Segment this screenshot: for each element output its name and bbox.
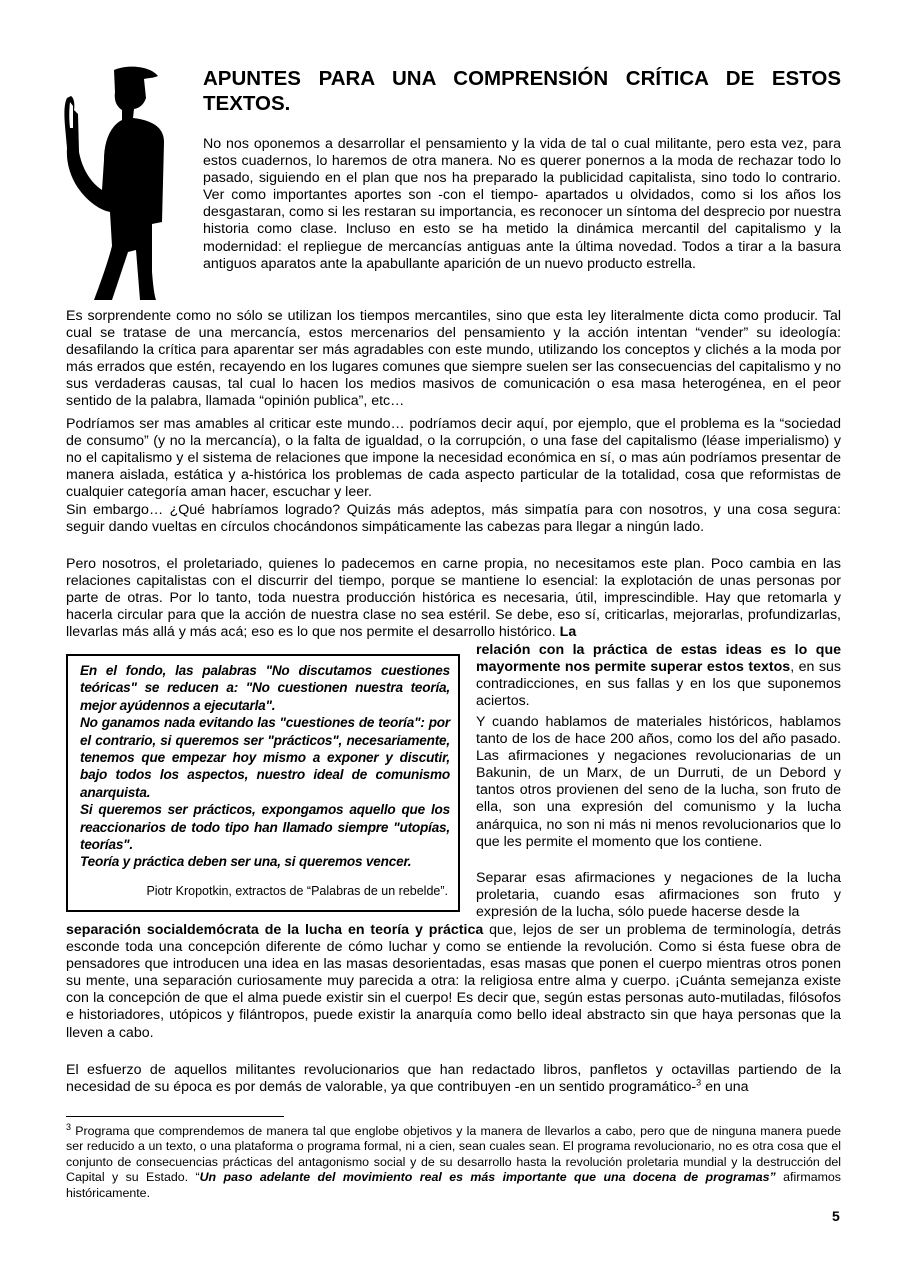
quote-citation: Piotr Kropotkin, extractos de “Palabras de un rebelde”. bbox=[146, 884, 448, 898]
body-paragraph-6-start: Separar esas afirmaciones y negaciones de la lucha proletaria, cuando esas afirmaciones son fruto y expresión de la lucha, sólo puede hacerse desde la bbox=[476, 870, 841, 921]
paragraph-4-bold-lead: La bbox=[559, 624, 577, 641]
page-title: APUNTES PARA UNA COMPRENSIÓN CRÍTICA DE ESTOS TEXTOS. bbox=[203, 67, 841, 115]
footnote-quote: Un paso adelante del movimiento real es más importante que una docena de programas” bbox=[199, 1170, 776, 1185]
footnote-text: Programa que comprendemos de manera tal que englobe objetivos y la manera de llevarlos a cabo, pero que de ninguna manera puede ser reducido a un texto, o una plataforma o programa formal, ni a cien, sean cuales sean. El programa revolucionario, no es otra cosa que el conjunto de consecuencias prácticas del antagonismo social y de su desarrollo hasta la revolución proletaria mundial y la destrucción del Capital y su Estado. “ bbox=[66, 1124, 841, 1185]
body-paragraph-1: Es sorprendente como no sólo se utilizan los tiempos mercantiles, sino que esta ley literalmente dicta como producir. Tal cual se tratase de una mercancía, estos mercenarios del pensamiento y la acción intentan “vender” su ideología: desafilando la crítica para aparentar ser más agradables con este mundo, utilizando los conceptos y clichés a la moda por más errados que estén, recayendo en los lugares comunes que siempre suelen ser las consecuencias del capitalismo y no sus verdaderas causas, tal cual lo hacen los medios masivos de comunicación o esa masa heterogénea, en el peor sentido de la palabra, llamada “opinión publica”, etc… bbox=[66, 308, 841, 410]
paragraph-4-end: , en sus contradicciones, en sus fallas y en los que suponemos aciertos. bbox=[476, 659, 841, 710]
body-paragraph-2: Podríamos ser mas amables al criticar este mundo… podríamos decir aquí, por ejemplo, que el problema es la “sociedad de consumo” (y no la mercancía), o la falta de igualdad, o la corrupción, o una fase del capitalismo (léase imperialismo) y no el capitalismo y el sistema de relaciones que impone la necesidad económica en sí, o mas aún podríamos presentar de manera aislada, estática y a-histórica los problemas de cada aspecto particular de la totalidad, cosa que reformistas de cualquier categoría aman hacer, escuchar y leer. bbox=[66, 416, 841, 501]
footnote-end: afirmamos históricamente. bbox=[66, 1170, 842, 1200]
quote-line-2: No ganamos nada evitando las "cuestiones de teoría": por el contrario, si queremos ser "prácticos", necesariamente, tenemos que empezar hoy mismo a exponer y discutir, bajo todos los aspectos, nuestro ideal de comunismo anarquista. bbox=[80, 715, 450, 800]
paragraph-4-bold: relación con la práctica de estas ideas es lo que mayormente nos permite superar estos textos bbox=[476, 642, 841, 676]
body-paragraph-5: Y cuando hablamos de materiales históricos, hablamos tanto de los de hace 200 años, como los del año pasado. Las afirmaciones y negaciones revolucionarias de un Bakunin, de un Marx, de un Durruti, de un Debord y tantos otros provienen del seno de la lucha, son fruto de ella, son una expresión del comunismo y la lucha anárquica, no son ni más ni menos revolucionarios que lo que les permite el momento que los contiene. bbox=[476, 714, 841, 850]
paragraph-6-end: que, lejos de ser un problema de terminología, detrás esconde toda una concepción diferente de cómo luchar y como se entiende la revolución. Como si ésta fuese obra de pensadores que introducen una idea en las masas desorientadas, esas masas que ponen el cuerpo mientras otros ponen su mente, una separación curiosamente muy parecida a otra: la religiosa entre alma y cuerpo. ¡Cuánta semejanza existe con la concepción de que el alma puede existir sin el cuerpo! Es decir que, según estas personas auto-mutiladas, filósofos e historiadores, utópicos y filántropos, puede existir la anarquía como bello ideal abstracto sin que haya personas que la lleven a cabo. bbox=[66, 922, 841, 1041]
intro-paragraph: No nos oponemos a desarrollar el pensamiento y la vida de tal o cual militante, pero esta vez, para estos cuadernos, lo haremos de otra manera. No es querer ponernos a la moda de rechazar todo lo pasado, siguiendo en el plan que nos ha preparado la publicidad capitalista, sino todo lo contrario. Ver como importantes aportes son -con el tiempo- apartados u olvidados, como si los años los desgastaran, como si les restaran su importancia, es reconocer un síntoma del desprecio por nuestra historia como clase. Incluso en esto se ha metido la dinámica mercantil del capitalismo y la modernidad: el repliegue de mercancías antiguas ante la última novedad. Todos a tirar a la basura antiguos aparatos ante la apabullante aparición de un nuevo producto estrella. bbox=[203, 136, 841, 272]
paragraph-4-text: Pero nosotros, el proletariado, quienes lo padecemos en carne propia, no necesitamos este plan. Poco cambia en las relaciones capitalistas con el discurrir del tiempo, porque se mantiene lo esencial: la explotación de unas personas por parte de otras. Por lo tanto, toda nuestra producción histórica es necesaria, útil, imprescindible. Hay que retomarla y hacerla circular para que la acción de nuestra clase no sea estéril. Se debe, eso sí, criticarlas, mejorarlas, profundizarlas, llevarlas más allá y más acá; eso es lo que nos permite el desarrollo histórico. bbox=[66, 556, 841, 641]
quote-text bbox=[80, 662, 450, 871]
body-paragraph-7 bbox=[66, 1062, 841, 1096]
page-number: 5 bbox=[832, 1208, 840, 1224]
footnote-divider bbox=[66, 1116, 284, 1117]
body-paragraph-4-start bbox=[66, 556, 841, 641]
body-paragraph-3: Sin embargo… ¿Qué habríamos logrado? Quizás más adeptos, más simpatía para con nosotros, y una cosa segura: seguir dando vueltas en círculos chocándonos simpáticamente las cabezas para llegar a ningún lado. bbox=[66, 502, 841, 536]
quote-line-3: Si queremos ser prácticos, expongamos aquello que los reaccionarios de todo tipo han llamado siempre "utopías, teorías". bbox=[80, 802, 450, 853]
paragraph-6-bold: separación socialdemócrata de la lucha en teoría y práctica bbox=[66, 922, 484, 938]
footnote-number: 3 bbox=[66, 1121, 72, 1132]
footnote-reference[interactable]: 3 bbox=[696, 1077, 702, 1088]
quote-line-1: En el fondo, las palabras "No discutamos cuestiones teóricas" se reducen a: "No cuestionen nuestra teoría, mejor ayúdennos a ejecutarla". bbox=[80, 663, 450, 713]
paragraph-7-end: en una bbox=[701, 1079, 749, 1096]
quote-line-4: Teoría y práctica deben ser una, si queremos vencer. bbox=[80, 854, 412, 870]
body-paragraph-6-cont bbox=[66, 922, 841, 1042]
militant-silhouette-icon bbox=[58, 62, 193, 302]
paragraph-7-text: El esfuerzo de aquellos militantes revolucionarios que han redactado libros, panfletos y octavillas partiendo de la necesidad de su época es por demás de valorable, ya que contribuyen -en un sentido programático- bbox=[66, 1062, 841, 1096]
body-paragraph-4-cont bbox=[476, 642, 841, 710]
footnote bbox=[66, 1121, 842, 1201]
quote-box bbox=[66, 654, 460, 912]
